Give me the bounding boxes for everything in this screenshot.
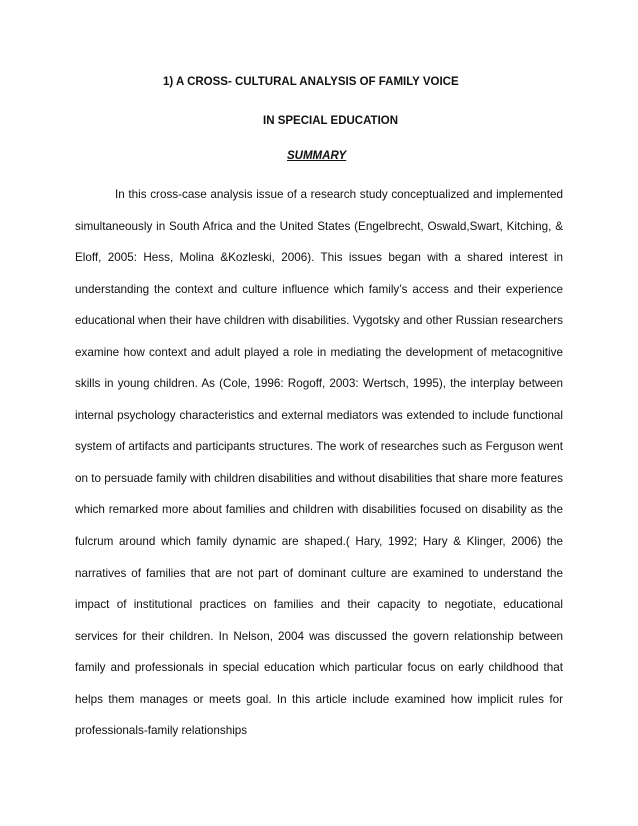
summary-body [75, 179, 563, 747]
summary-heading: SUMMARY [287, 150, 347, 162]
document-title-line-1: 1) A CROSS- CULTURAL ANALYSIS OF FAMILY VOICE [163, 76, 459, 88]
summary-paragraph: In this cross-case analysis issue of a research study conceptualized and implemented simultaneously in South Africa and the United States (Engelbrecht, Oswald,Swart, Kitching, & Eloff, 2005: Hess, Molina &Kozleski, 2006). This issues began with a shared interest in understanding the context and culture influence which family’s access and their experience educational when their have children with disabilities. Vygotsky and other Russian researchers examine how context and adult played a role in mediating the development of metacognitive skills in young children. As (Cole, 1996: Rogoff, 2003: Wertsch, 1995), the interplay between internal psychology characteristics and external mediators was extended to include functional system of artifacts and participants structures. The work of researches such as Ferguson went on to persuade family with children disabilities and without disabilities that share more features which remarked more about families and children with disabilities focused on disability as the fulcrum around which family dynamic are shaped.( Hary, 1992; Hary & Klinger, 2006) the narratives of families that are not part of dominant culture are examined to understand the impact of institutional practices on families and their capacity to negotiate, educational services for their children. In Nelson, 2004 was discussed the govern relationship between family and professionals in special education which particular focus on early childhood that helps them manages or meets goal. In this article include examined how implicit rules for professionals-family relationships [75, 188, 563, 738]
document-title-line-2: IN SPECIAL EDUCATION [263, 115, 399, 127]
